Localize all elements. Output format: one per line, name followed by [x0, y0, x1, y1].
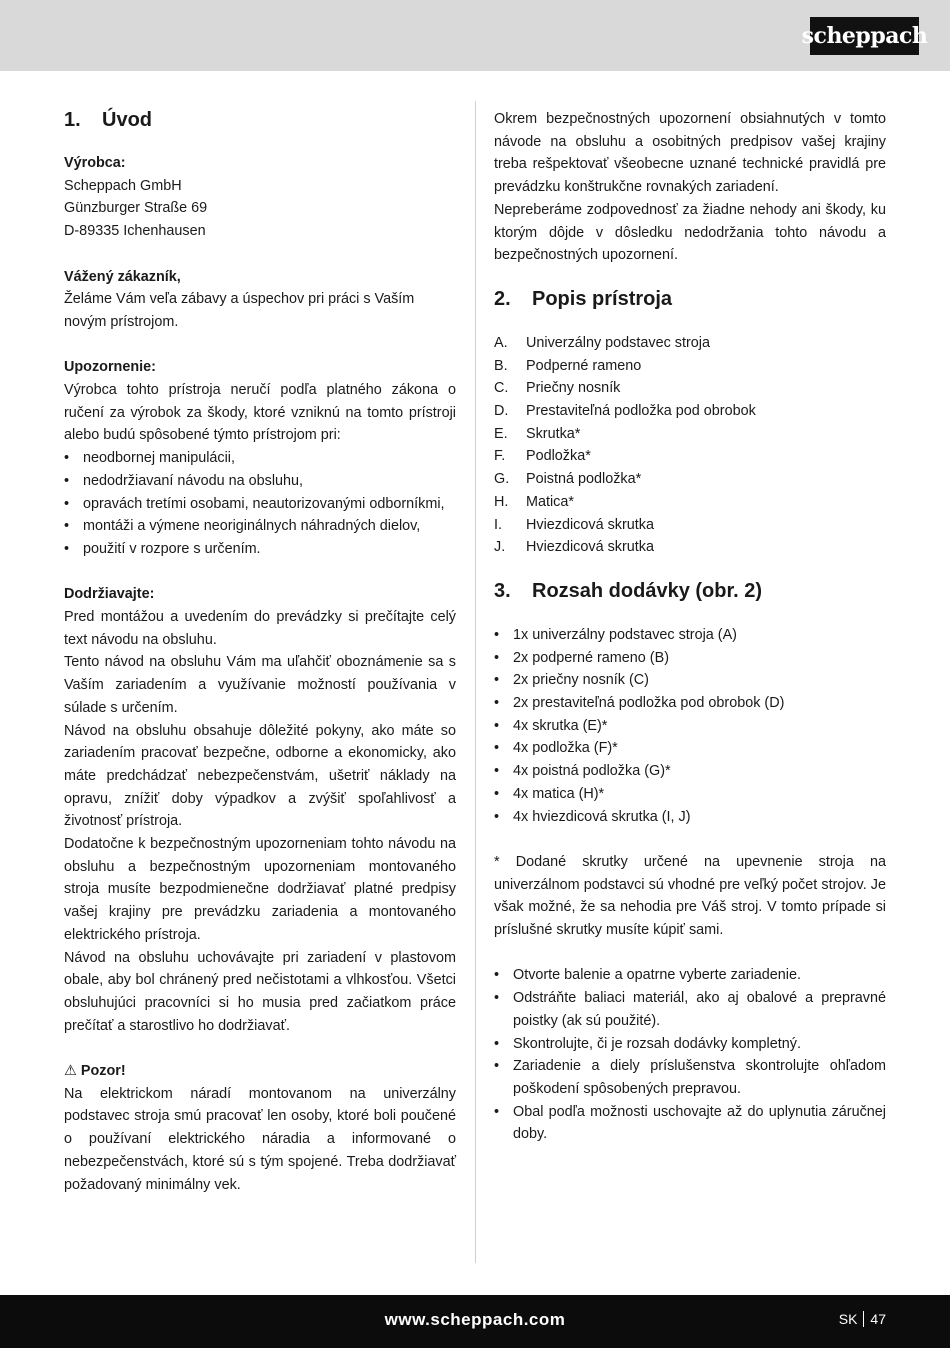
section-1-heading — [64, 108, 456, 132]
list-item: • použití v rozpore s určením. — [64, 538, 456, 561]
list-item: • Skontrolujte, či je rozsah dodávky kompletný. — [494, 1033, 886, 1056]
section-title: Rozsah dodávky (obr. 2) — [532, 579, 763, 602]
list-item: • 2x priečny nosník (C) — [494, 669, 886, 692]
language-code: SK — [838, 1311, 858, 1327]
list-item: B. Podperné rameno — [494, 357, 642, 374]
manufacturer-label: Výrobca: — [64, 155, 126, 171]
observe-paragraph: Dodatočne k bezpečnostným upozorneniam tohto návodu na obsluhu a bezpečnostným upozorneniam montovaného stroja musíte bezpodmienečne dodržiavať platné predpisy vašej krajiny pre prevádzku zariadenia a montovaného elektrického prístroja. — [64, 836, 456, 943]
list-item: • nedodržiavaní návodu na obsluhu, — [64, 470, 456, 493]
list-item: • 4x podložka (F)* — [494, 737, 886, 760]
list-item: • montáži a výmene neoriginálnych náhradných dielov, — [64, 515, 456, 538]
list-item: D. Prestaviteľná podložka pod obrobok — [494, 403, 756, 420]
list-item: G. Poistná podložka* — [494, 471, 642, 488]
list-item: • neodbornej manipulácii, — [64, 447, 456, 470]
notice-label: Upozornenie: — [64, 359, 156, 376]
manufacturer-line: D-89335 Ichenhausen — [64, 223, 206, 240]
list-item: E. Skrutka* — [494, 425, 581, 442]
list-item: • 2x podperné rameno (B) — [494, 647, 886, 670]
list-item: • 1x univerzálny podstavec stroja (A) — [494, 624, 886, 647]
observe-label: Dodržiavajte: — [64, 586, 155, 603]
list-item: • Odstráňte baliaci materiál, ako aj obalové a prepravné poistky (ak sú použité). — [494, 987, 886, 1032]
page-number-value: 47 — [870, 1311, 886, 1327]
list-item: C. Priečny nosník — [494, 380, 621, 397]
list-item: • Obal podľa možnosti uschovajte až do uplynutia záručnej doby. — [494, 1101, 886, 1146]
list-item: J. Hviezdicová skrutka — [494, 539, 654, 556]
section-number: 2. — [494, 287, 511, 310]
footnote: * Dodané skrutky určené na upevnenie stroja na univerzálnom podstavci sú vhodné pre veľký počet strojov. Je však možné, že sa nehodia pre Váš stroj. V tomto prípade si príslušné skrutky musíte kúpiť sami. — [494, 853, 886, 939]
list-item: • 4x hviezdicová skrutka (I, J) — [494, 806, 886, 829]
observe-paragraph: Tento návod na obsluhu Vám ma uľahčiť oboznámenie sa s Vaším zariadením a využívanie možností používania v súlade s určením. — [64, 654, 456, 716]
observe-paragraph: Návod na obsluhu obsahuje dôležité pokyny, ako máte so zariadením pracovať bezpečne, odborne a ekonomicky, ako máte predchádzať nebezpečenstvám, ušetriť náklady na opravu, znížiť doby výpadkov a zvýšiť spoľahlivosť a životnosť prístroja. — [64, 722, 456, 830]
column-divider — [475, 101, 476, 1263]
caution-label: Pozor! — [80, 1063, 126, 1080]
brand-logo: scheppach — [810, 17, 919, 55]
separator — [863, 1311, 864, 1327]
list-item: • 2x prestaviteľná podložka pod obrobok (D) — [494, 692, 886, 715]
caution-text: Na elektrickom náradí montovanom na univerzálny podstavec stroja smú pracovať len osoby, ktoré boli poučené o používaní elektrického náradia a informované o nebezpečenstvách, ktoré sú s tým spojené. Treba dodržiavať požadovaný minimálny vek. — [64, 1085, 456, 1193]
intro-paragraph: Okrem bezpečnostných upozornení obsiahnutých v tomto návode na obsluhu a osobitných predpisov vašej krajiny treba rešpektovať všeobecne uznané technické pravidlá pre prevádzku konštrukčne rovnakých zariadení. — [494, 111, 886, 196]
notice-text: Výrobca tohto prístroja neručí podľa platného zákona o ručení za výrobok za škody, ktoré vzniknú na tomto prístroji alebo budú spôsobené týmto prístrojom pri: — [64, 382, 456, 444]
list-item: • 4x skrutka (E)* — [494, 715, 886, 738]
footer-url[interactable]: www.scheppach.com — [384, 1310, 566, 1329]
list-item: F. Podložka* — [494, 448, 591, 465]
greeting-label: Vážený zákazník, — [64, 268, 181, 285]
list-item: • 4x poistná podložka (G)* — [494, 760, 886, 783]
manufacturer-line: Scheppach GmbH — [64, 177, 182, 194]
list-item: • opravách tretími osobami, neautorizovanými odborníkmi, — [64, 493, 456, 516]
list-item: • 4x matica (H)* — [494, 783, 886, 806]
intro-paragraph: Nepreberáme zodpovednosť za žiadne nehody ani škody, ku ktorým dôjde v dôsledku nedodržania tohto návodu a bezpečnostných upozornení. — [494, 201, 886, 264]
steps-list — [494, 964, 886, 1146]
list-item: • Zariadenie a diely príslušenstva skontrolujte ohľadom poškodení spôsobených prepravou. — [494, 1055, 886, 1100]
warning-icon: ⚠ — [64, 1063, 77, 1080]
list-item: H. Matica* — [494, 493, 574, 510]
list-item: I. Hviezdicová skrutka — [494, 516, 654, 533]
section-number: 1. — [64, 109, 81, 131]
delivery-list — [494, 624, 886, 828]
section-3-heading — [494, 579, 886, 603]
list-item: • Otvorte balenie a opatrne vyberte zariadenie. — [494, 964, 886, 987]
observe-paragraph: Pred montážou a uvedením do prevádzky si prečítajte celý text návodu na obsluhu. — [64, 609, 456, 648]
right-column — [494, 108, 886, 1146]
caution-heading — [64, 1060, 456, 1083]
list-item: A. Univerzálny podstavec stroja — [494, 334, 710, 351]
observe-paragraph: Návod na obsluhu uchovávajte pri zariadení v plastovom obale, aby bol chránený pred nečistotami a vlhkosťou. Všetci obsluhujúci pracovníci si ho musia pred začiatkom práce prečítať a starostlivo ho dodržiavať. — [64, 949, 456, 1034]
parts-list — [494, 332, 886, 559]
left-column — [64, 108, 456, 1196]
page-number — [839, 1311, 886, 1327]
manufacturer-line: Günzburger Straße 69 — [64, 200, 208, 217]
greeting-text: Želáme Vám veľa zábavy a úspechov pri práci s Vaším novým prístrojom. — [64, 291, 415, 330]
section-number: 3. — [494, 579, 511, 602]
section-2-heading — [494, 287, 886, 311]
section-title: Úvod — [102, 109, 152, 131]
section-title: Popis prístroja — [532, 287, 673, 310]
notice-list — [64, 447, 456, 561]
footer-band — [0, 1295, 950, 1348]
